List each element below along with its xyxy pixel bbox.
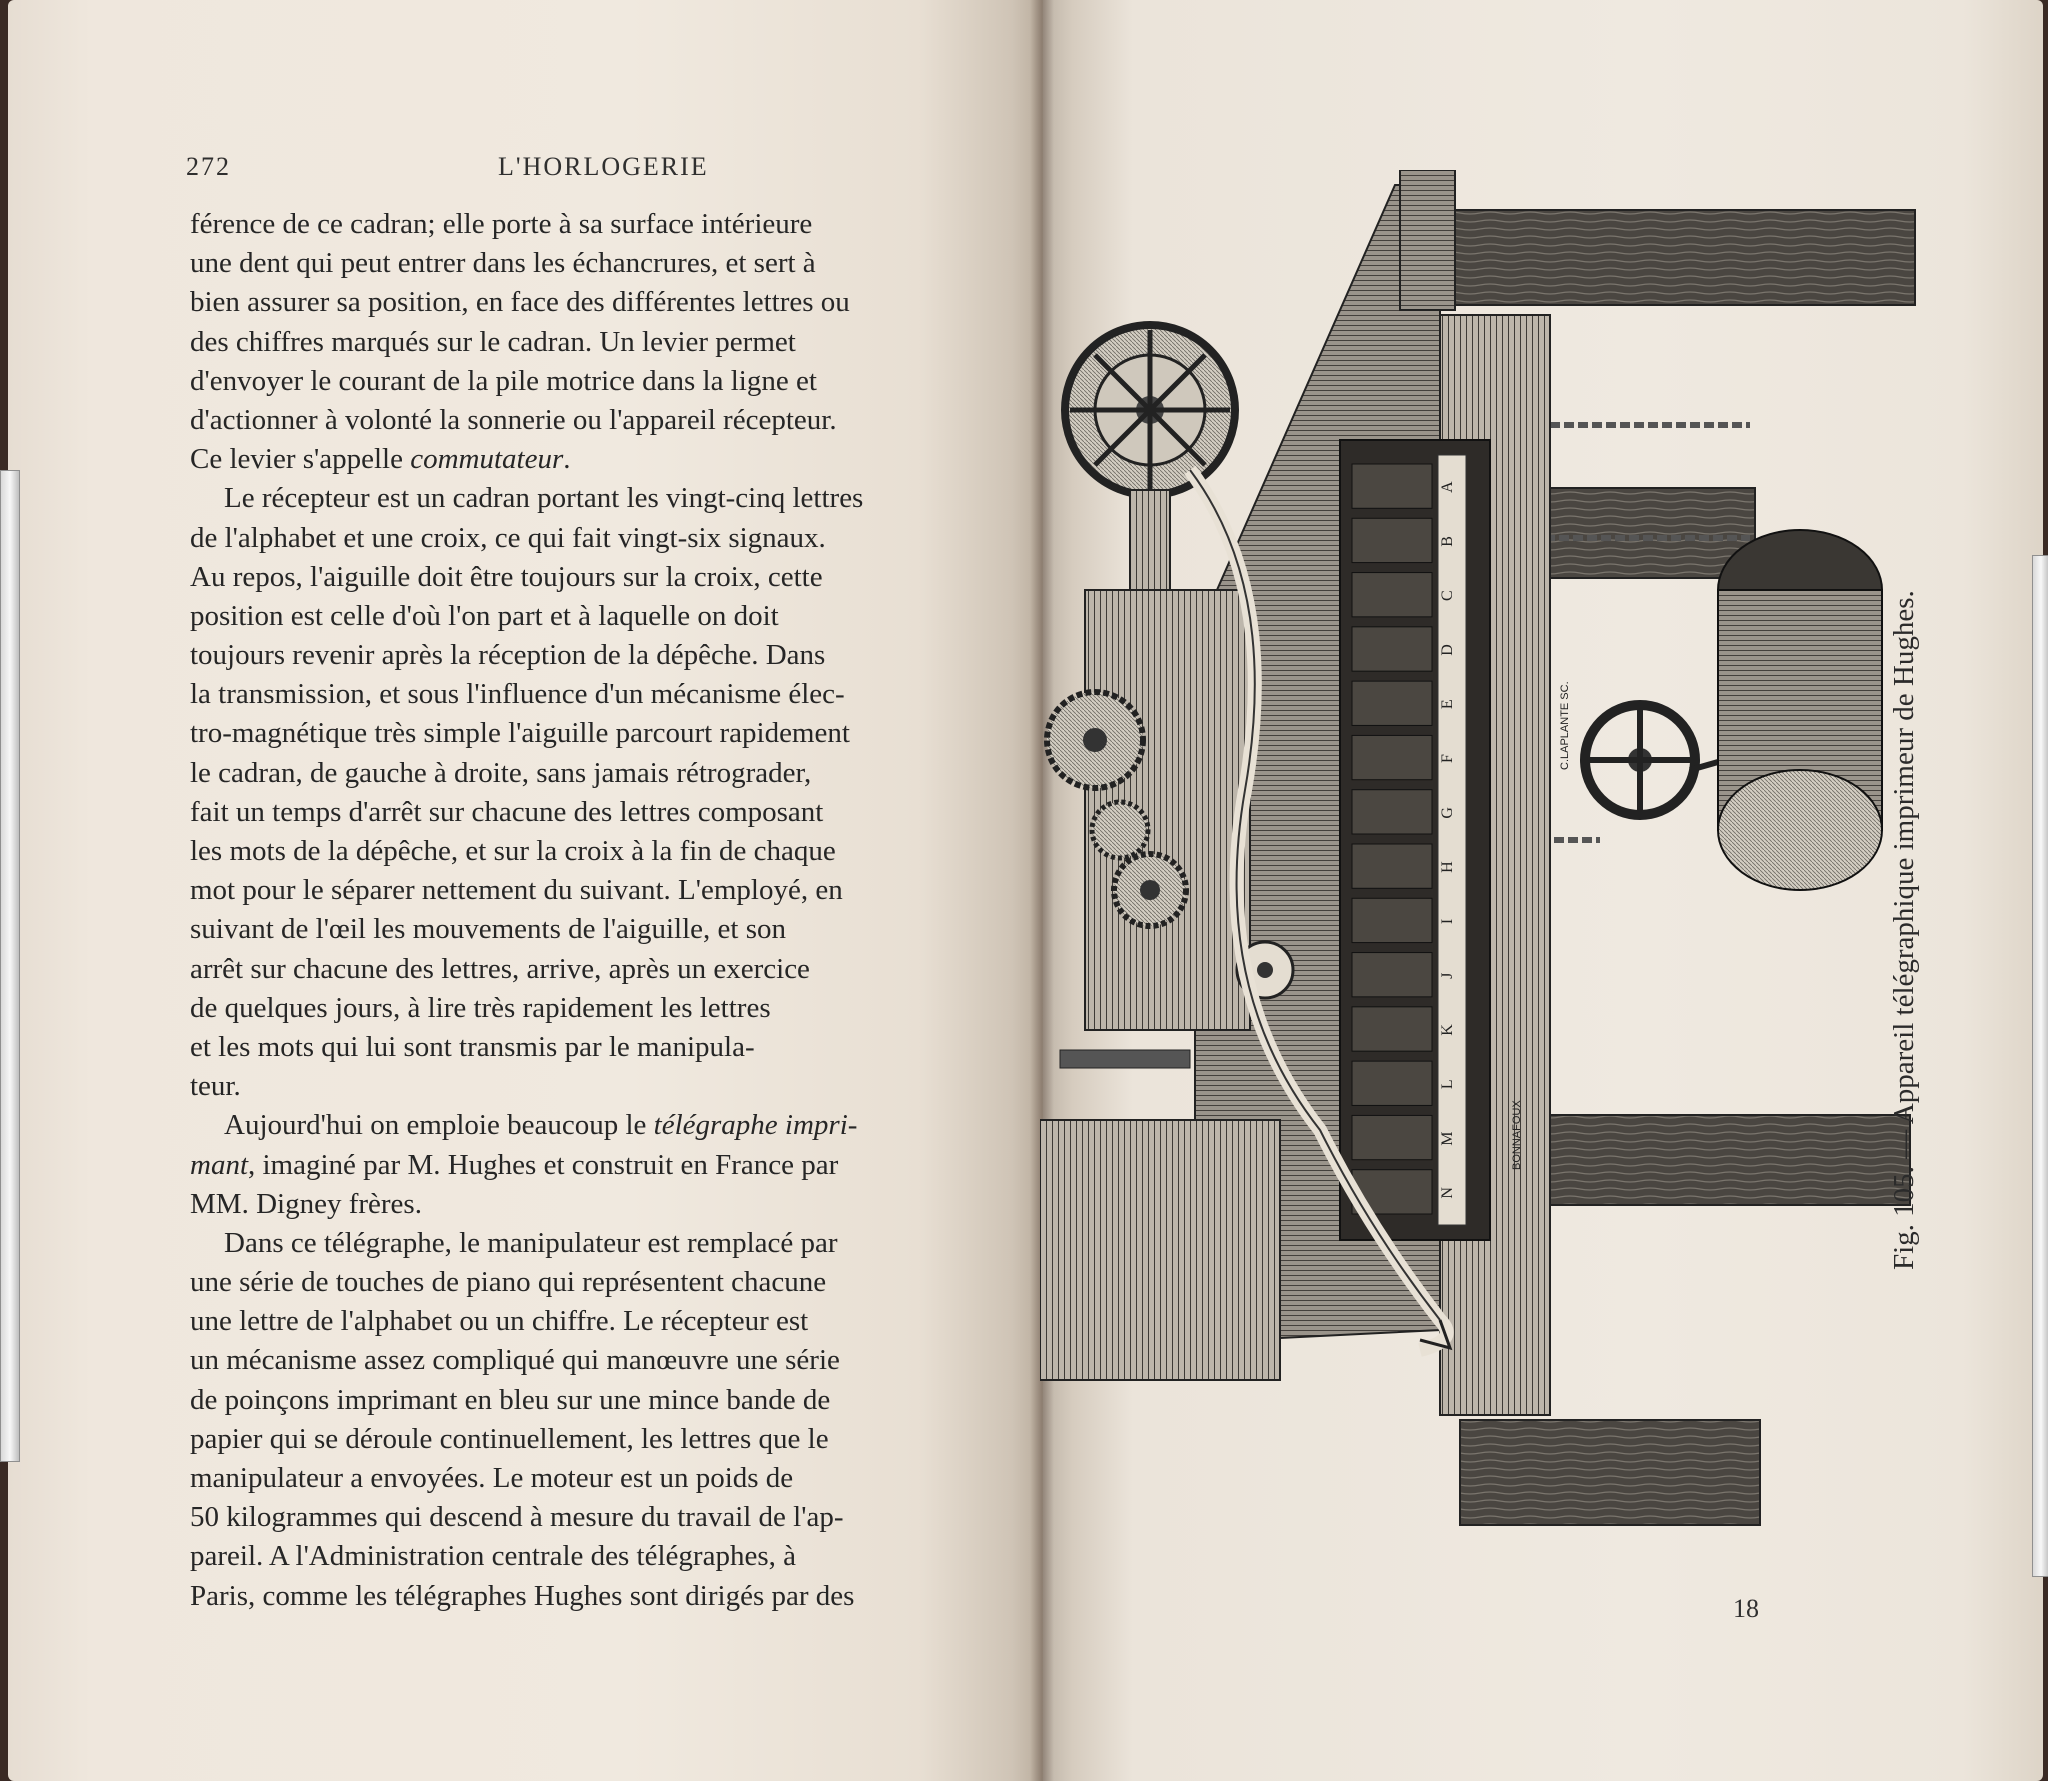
piano-key	[1352, 1007, 1432, 1051]
text-line	[190, 910, 980, 949]
text-line	[190, 675, 980, 714]
lever-arm	[1060, 1050, 1190, 1068]
text-line	[190, 1263, 980, 1302]
text-run: , imaginé par M. Hughes et construit en France par	[248, 1148, 839, 1181]
key-letter: N	[1439, 1187, 1456, 1199]
piano-key	[1352, 790, 1432, 834]
text-line	[190, 1028, 980, 1067]
gear-large	[1047, 692, 1143, 788]
figure-caption: Fig. 105. — Appareil télégraphique imprimeur de Hughes.	[1888, 590, 1920, 1270]
text-line	[190, 401, 980, 440]
gear-small	[1092, 802, 1148, 858]
text-line	[190, 597, 980, 636]
text-line	[190, 950, 980, 989]
italic-term: télégraphe impri-	[653, 1109, 858, 1142]
text-run: d'envoyer le courant de la pile motrice dans la ligne et	[190, 364, 817, 397]
piano-key	[1352, 573, 1432, 617]
text-line	[190, 1420, 980, 1459]
text-line	[190, 362, 980, 401]
body-text	[190, 205, 980, 1616]
piano-key	[1352, 1061, 1432, 1105]
key-letter: C	[1439, 590, 1456, 602]
text-run: position est celle d'où l'on part et à laquelle on doit	[190, 599, 779, 632]
text-run: tro-magnétique très simple l'aiguille parcourt rapidement	[190, 717, 850, 750]
piano-key	[1352, 1115, 1432, 1159]
text-run: mot pour le séparer nettement du suivant. L'employé, en	[190, 874, 843, 907]
key-letter: J	[1439, 972, 1456, 979]
key-letter: D	[1439, 644, 1456, 656]
text-line	[190, 479, 980, 518]
key-letter-strip	[1438, 455, 1466, 1225]
scanner-clip-left	[0, 470, 20, 1462]
text-run: MM. Digney frères.	[190, 1187, 422, 1220]
text-line	[190, 989, 980, 1028]
text-line	[190, 871, 980, 910]
base-plate	[1040, 1120, 1280, 1380]
text-run: 50 kilogrammes qui descend à mesure du travail de l'ap-	[190, 1501, 844, 1534]
text-line	[190, 283, 980, 322]
text-run: .	[563, 443, 571, 476]
text-run: un mécanisme assez compliqué qui manœuvre une série	[190, 1344, 840, 1377]
cabinet-side	[1400, 170, 1455, 310]
italic-term: mant	[190, 1148, 248, 1181]
text-run: d'actionner à volonté la sonnerie ou l'appareil récepteur.	[190, 403, 837, 436]
text-run: arrêt sur chacune des lettres, arrive, après un exercice	[190, 952, 810, 985]
text-line	[190, 558, 980, 597]
text-run: fait un temps d'arrêt sur chacune des lettres composant	[190, 795, 824, 828]
gear-medium	[1114, 854, 1186, 926]
text-run: des chiffres marqués sur le cadran. Un levier permet	[190, 325, 796, 358]
text-line	[190, 323, 980, 362]
text-run: de quelques jours, à lire très rapidement les lettres	[190, 991, 771, 1024]
text-line	[190, 244, 980, 283]
wood-beam-bottom	[1460, 1420, 1760, 1525]
text-run: et les mots qui lui sont transmis par le manipula-	[190, 1030, 755, 1063]
text-run: de poinçons imprimant en bleu sur une mince bande de	[190, 1383, 831, 1416]
text-line	[190, 1146, 980, 1185]
text-run: toujours revenir après la réception de la dépêche. Dans	[190, 639, 826, 672]
text-line	[190, 1537, 980, 1576]
text-run: de l'alphabet et une croix, ce qui fait vingt-six signaux.	[190, 521, 826, 554]
text-line	[190, 1577, 980, 1616]
text-run: bien assurer sa position, en face des différentes lettres ou	[190, 286, 850, 319]
text-run: le cadran, de gauche à droite, sans jamais rétrograder,	[190, 756, 812, 789]
pulley-wheel	[1585, 705, 1695, 815]
wood-beam-top	[1445, 210, 1915, 305]
key-letter: A	[1439, 481, 1456, 493]
piano-key	[1352, 681, 1432, 725]
text-run: une série de touches de piano qui représentent chacune	[190, 1266, 827, 1299]
key-letter: L	[1439, 1079, 1456, 1090]
hughes-telegraph-engraving	[1040, 170, 1940, 1570]
text-run: férence de ce cadran; elle porte à sa surface intérieure	[190, 208, 813, 240]
wood-beam-lower	[1510, 1115, 1910, 1205]
text-run: Aujourd'hui on emploie beaucoup le	[224, 1109, 654, 1142]
key-letter: G	[1439, 807, 1456, 819]
key-letter: M	[1439, 1131, 1456, 1146]
text-line	[190, 832, 980, 871]
piano-key	[1352, 735, 1432, 779]
scanner-clip-right	[2032, 555, 2048, 1577]
engraver-signature-1: C.LAPLANTE SC.	[1559, 681, 1571, 770]
text-line	[190, 519, 980, 558]
piano-key	[1352, 953, 1432, 997]
piano-key	[1352, 518, 1432, 562]
text-line	[190, 1459, 980, 1498]
text-run: teur.	[190, 1070, 241, 1103]
text-run: manipulateur a envoyées. Le moteur est un poids de	[190, 1462, 794, 1494]
text-run: pareil. A l'Administration centrale des télégraphes, à	[190, 1540, 796, 1573]
text-line	[190, 1381, 980, 1420]
piano-key	[1352, 898, 1432, 942]
text-run: la transmission, et sous l'influence d'un mécanisme élec-	[190, 678, 845, 711]
text-run: Au repos, l'aiguille doit être toujours sur la croix, cette	[190, 560, 823, 593]
key-letter: K	[1439, 1024, 1456, 1036]
paper-tape-reel	[1065, 325, 1235, 495]
piano-key	[1352, 464, 1432, 508]
text-run: suivant de l'œil les mouvements de l'aiguille, et son	[190, 913, 786, 946]
key-letter: F	[1439, 754, 1456, 764]
italic-term: commutateur	[410, 443, 564, 476]
running-head	[186, 152, 986, 192]
text-run: Le récepteur est un cadran portant les vingt-cinq lettres	[224, 482, 864, 515]
text-line	[190, 205, 980, 244]
text-line	[190, 440, 980, 479]
running-title: L'HORLOGERIE	[498, 152, 709, 181]
text-line	[190, 1302, 980, 1341]
key-letter: B	[1439, 536, 1456, 547]
page-number-left: 272	[186, 152, 231, 181]
key-letter: I	[1439, 918, 1456, 925]
text-line	[190, 793, 980, 832]
piano-key	[1352, 844, 1432, 888]
text-line	[190, 1106, 980, 1145]
key-letter: H	[1439, 861, 1456, 873]
text-run: Paris, comme les télégraphes Hughes sont dirigés par des	[190, 1579, 855, 1612]
engraver-signature-2: BONNAFOUX	[1511, 1100, 1523, 1170]
text-line	[190, 714, 980, 753]
text-run: une dent qui peut entrer dans les échancrures, et sert à	[190, 247, 816, 280]
text-line	[190, 1067, 980, 1106]
piano-key	[1352, 627, 1432, 671]
wood-beam-upper	[1545, 488, 1755, 578]
text-line	[190, 1341, 980, 1380]
text-run: les mots de la dépêche, et sur la croix à la fin de chaque	[190, 835, 836, 867]
text-run: papier qui se déroule continuellement, les lettres que le	[190, 1422, 829, 1455]
text-run: une lettre de l'alphabet ou un chiffre. Le récepteur est	[190, 1305, 809, 1338]
page-number-right: 18	[1733, 1594, 1759, 1623]
text-line	[190, 1498, 980, 1537]
driving-weight	[1718, 530, 1882, 890]
text-run: Ce levier s'appelle	[190, 443, 411, 476]
text-line	[190, 636, 980, 675]
text-line	[190, 754, 980, 793]
key-letter: E	[1439, 699, 1456, 710]
text-line	[190, 1185, 980, 1224]
text-run: Dans ce télégraphe, le manipulateur est remplacé par	[224, 1226, 838, 1259]
text-line	[190, 1224, 980, 1263]
